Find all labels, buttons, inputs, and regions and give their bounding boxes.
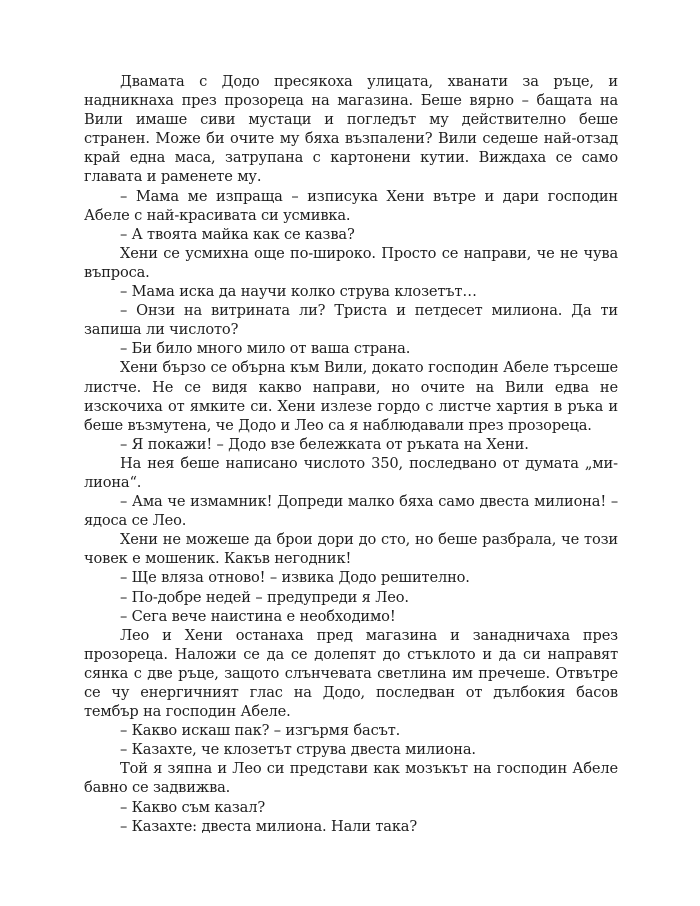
paragraph: – А твоята майка как се казва? bbox=[120, 225, 355, 243]
book-page-text bbox=[84, 72, 618, 836]
paragraph: – Казахте: двеста милиона. Нали така? bbox=[120, 817, 418, 835]
paragraph: Хени не можеше да брои дори до сто, но беше разбрала, че този човек е мошеник. Какъв негодник! bbox=[84, 531, 618, 568]
paragraph: – Ще вляза отново! – извика Додо решително. bbox=[120, 569, 470, 587]
paragraph: – Сега вече наистина е необходимо! bbox=[120, 607, 396, 625]
paragraph: – Ама че измамник! Допреди малко бяха само двеста милиона! – ядоса се Лео. bbox=[84, 493, 618, 530]
paragraph: – По-добре недей – предупреди я Лео. bbox=[120, 588, 409, 606]
paragraph: – Казахте, че клозетът струва двеста милиона. bbox=[120, 741, 476, 759]
paragraph: Хени се усмихна още по-широко. Просто се направи, че не чува въпроса. bbox=[84, 244, 618, 281]
paragraph: – Какво искаш пак? – изгърмя басът. bbox=[120, 722, 401, 740]
paragraph: – Онзи на витрината ли? Триста и петдесет милиона. Да ти запиша ли числото? bbox=[84, 302, 618, 339]
paragraph: – Какво съм казал? bbox=[120, 798, 266, 816]
paragraph: – Мама ме изпраща – изписука Хени вътре и дари господин Абеле с най-красивата си усмивка. bbox=[84, 187, 618, 224]
paragraph: Хени бързо се обърна към Вили, докато господин Абеле търсеше листче. Не се видя какво направи, но очите на Вили едва не изскочиха от ямките си. Хени излезе гордо с листче хартия в ръка и беше възмутена, че Додо и Лео са я наблюдавали през прозореца. bbox=[84, 359, 618, 434]
paragraph: Той я зяпна и Лео си представи как мозъкът на господин Абеле бавно се задвижва. bbox=[84, 760, 618, 797]
paragraph: Двамата с Додо пресякоха улицата, хванати за ръце, и надникнаха през прозореца на магазина. Беше вярно – бащата на Вили имаше сиви мустаци и погледът му действително беше странен. Може би очите му бяха възпалени? Вили седеше най-отзад край една маса, затрупана с картонени кутии. Виждаха се само главата и раменете му. bbox=[84, 73, 618, 186]
paragraph: Лео и Хени останаха пред магазина и занадничаха през прозореца. Наложи се да се долепят до стъклото и да си направят сянка с две ръце, защото слънчевата светлина им пречеше. Отвътре се чу енергичният глас на Додо, последван от дълбокия басов тембър на господин Абеле. bbox=[84, 626, 618, 721]
paragraph: – Мама иска да научи колко струва клозетът… bbox=[120, 283, 477, 301]
paragraph: На нея беше написано числото 350, последвано от думата „милиона“. bbox=[84, 454, 618, 491]
paragraph: – Я покажи! – Додо взе бележката от ръката на Хени. bbox=[120, 435, 529, 453]
paragraph: – Би било много мило от ваша страна. bbox=[120, 340, 411, 358]
